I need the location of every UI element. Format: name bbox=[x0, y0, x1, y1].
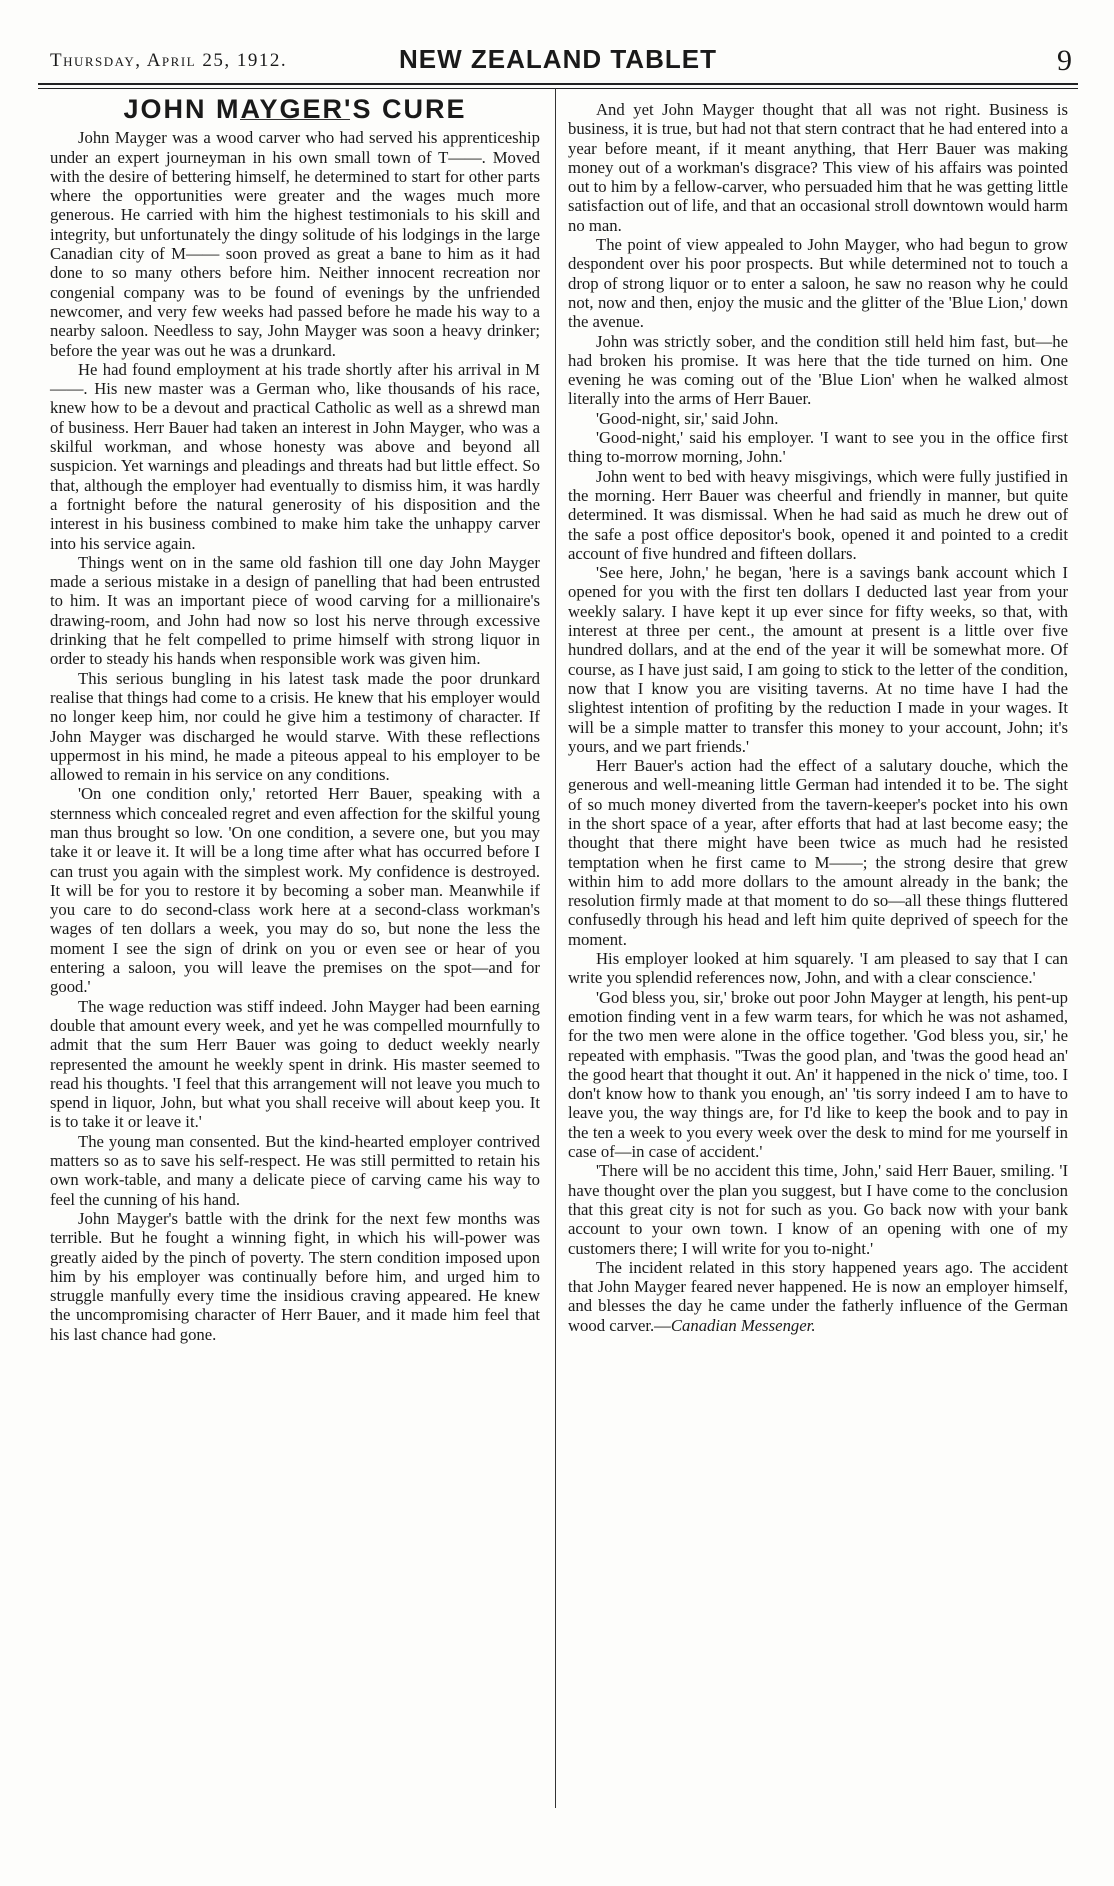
paragraph: 'Good-night, sir,' said John. bbox=[596, 408, 779, 428]
paragraph: John Mayger was a wood carver who had served his apprenticeship under an expert journeyman in his own small town of T——. Moved with the desire of bettering himself, he determined to start for other parts where the opportunities were greater and the wages much more generous. He carried with him the highest testimonials to his skill and integrity, but unfortunately the dingy solitude of his lodgings in the large Canadian city of M—— soon proved as great a bane to him as it had done to so many others before him. Neither innocent recreation nor congenial company was to be found of evenings by the unfriended newcomer, and very few weeks had passed before he made his way to a nearby saloon. Needless to say, John Mayger was soon a heavy drinker; before the year was out he was a drunkard. bbox=[50, 128, 540, 360]
final-paragraph bbox=[568, 1258, 1068, 1335]
masthead-rule bbox=[38, 83, 1078, 85]
article-title: JOHN MAYGER'S CURE bbox=[123, 94, 467, 124]
masthead-rule-thin bbox=[38, 88, 1078, 89]
paragraph: This serious bungling in his latest task made the poor drunkard realise that things had come to a crisis. He knew that his employer would no longer keep him, nor could he give him a testimony of character. If John Mayger was discharged he would starve. With these reflections uppermost in his mind, he made a piteous appeal to his employer to be allowed to remain in his service on any conditions. bbox=[50, 668, 540, 785]
page-number: 9 bbox=[1057, 44, 1072, 77]
paragraph: John was strictly sober, and the condition still held him fast, but—he had broken his promise. It was here that the tide turned on him. One evening he was coming out of the 'Blue Lion' when he walked almost literally into the arms of Herr Bauer. bbox=[568, 331, 1068, 409]
paragraph: 'On one condition only,' retorted Herr Bauer, speaking with a sternness which concealed regret and even affection for the skilful young man thus brought so low. 'On one condition, a severe one, but you may take it or leave it. It will be a long time after what has occurred before I can trust you again with the simplest work. My confidence is destroyed. It will be for you to restore it by becoming a sober man. Meanwhile if you care to do second-class work here at a second-class workman's wages of ten dollars a week, you may do so, but none the less the moment I see the sign of drink on you or even see or hear of you entering a saloon, you will leave the premises on the spot—and for good.' bbox=[50, 784, 540, 997]
paragraph: His employer looked at him squarely. 'I am pleased to say that I can write you splendid references now, John, and with a clear conscience.' bbox=[568, 949, 1068, 988]
paragraph: John Mayger's battle with the drink for the next few months was terrible. But he fought a winning fight, in which his will-power was greatly aided by the pinch of poverty. The stern condition imposed upon him by his employer was continually before him, and urged him to struggle manfully every time the insidious craving appeared. He knew the uncompromising character of Herr Bauer, and it made him feel that his last chance had gone. bbox=[50, 1208, 540, 1344]
left-column bbox=[50, 94, 540, 1344]
paragraph: The point of view appealed to John Mayger, who had begun to grow despondent over his poor prospects. But while determined not to touch a drop of strong liquor or to enter a saloon, he saw no reason why he could not, now and then, enjoy the music and the glitter of the 'Blue Lion,' down the avenue. bbox=[568, 235, 1068, 332]
paragraph: 'Good-night,' said his employer. 'I want to see you in the office first thing to-morrow morning, John.' bbox=[568, 428, 1068, 467]
attribution: Canadian Messenger. bbox=[670, 1315, 816, 1335]
paragraph: 'See here, John,' he began, 'here is a savings bank account which I opened for you with the first ten dollars I deducted last year from your weekly salary. I have kept it up ever since for fifty weeks, so that, with interest at three per cent., the amount at present is a little over five hundred dollars, and at the end of the year it will be somewhat more. Of course, as I have just said, I am going to stick to the letter of the condition, now that I know you are visiting taverns. At no time have I had the slightest intention of profiting by the reduction I made in your wages. It will be a simple matter to transfer this money to your account, John; it's yours, and we part friends.' bbox=[568, 563, 1068, 756]
paragraph: The young man consented. But the kind-hearted employer contrived matters so as to save his self-respect. He was still permitted to retain his own work-table, and many a delicate piece of carving came his way to feel the cunning of his hand. bbox=[50, 1131, 540, 1209]
paragraph: And yet John Mayger thought that all was not right. Business is business, it is true, but had not that stern contract that he had entered into a year before meant, if it meant anything, that Herr Bauer was making money out of a workman's disgrace? This view of his affairs was pointed out to him by a fellow-carver, who persuaded him that he was getting little satisfaction out of life, and that an occasional stroll downtown would harm no man. bbox=[568, 100, 1068, 235]
paragraph: Things went on in the same old fashion till one day John Mayger made a serious mistake in a design of panelling that had been entrusted to him. It was an important piece of wood carving for a millionaire's drawing-room, and John had now so lost his nerve through excessive drinking that he felt compelled to prime himself with strong liquor in order to steady his hands when responsible work was given him. bbox=[50, 552, 540, 669]
issue-date: Thursday, April 25, 1912. bbox=[50, 50, 288, 71]
paragraph: John went to bed with heavy misgivings, which were fully justified in the morning. Herr Bauer was cheerful and friendly in manner, but quite determined. It was dismissal. When he had said as much he drew out of the safe a post office depositor's book, opened it and pointed to a credit account of five hundred and fifteen dollars. bbox=[568, 466, 1068, 563]
right-column bbox=[568, 100, 1068, 1335]
column-divider bbox=[555, 88, 556, 1808]
paragraph: 'God bless you, sir,' broke out poor John Mayger at length, his pent-up emotion finding vent in a few warm tears, for which he was not ashamed, for the two men were alone in the office together. 'God bless you, sir,' he repeated with emphasis. ''Twas the good plan, and 'twas the good head an' the good heart that thought it out. An' it happened in the nick o' time, too. I don't know how to thank you enough, an' 'tis sorry indeed I am to have to leave you, the way things are, for I'd like to keep the book and to pay in the ten a week to you every week over the desk to mind for me yourself in case of—in case of accident.' bbox=[568, 987, 1068, 1162]
publication-title: NEW ZEALAND TABLET bbox=[399, 44, 717, 74]
paragraph: Herr Bauer's action had the effect of a salutary douche, which the generous and well-meaning little German had intended it to be. The sight of so much money diverted from the tavern-keeper's pocket into his own in the short space of a year, after efforts that had at last become easy; the thought that there might have been twice as much had he resisted temptation when he first came to M——; the strong desire that grew within him to add more dollars to the amount already in the bank; the resolution firmly made at that moment to do so—all these things fluttered confusedly through his head and left him quite deprived of speech for the moment. bbox=[568, 756, 1068, 949]
paragraph: He had found employment at his trade shortly after his arrival in M——. His new master was a German who, like thousands of his race, knew how to be a devout and practical Catholic as well as a shrewd man of business. Herr Bauer had taken an interest in John Mayger, who was a skilful workman, and whose honesty was above and beyond all suspicion. Yet warnings and pleadings and threats had but little effect. So that, although the employer had eventually to dismiss him, it was hardly a fortnight before the natural generosity of his disposition and the interest in his business combined to make him take the unhappy carver into his service again. bbox=[50, 359, 540, 553]
final-paragraph-text: The incident related in this story happened years ago. The accident that John Mayger feared never happened. He is now an employer himself, and blesses the day he came under the fatherly influence of the German wood carver.— bbox=[568, 1257, 1068, 1335]
paragraph: The wage reduction was stiff indeed. John Mayger had been earning double that amount every week, and yet he was compelled mournfully to admit that the sum Herr Bauer was going to deduct weekly nearly represented the amount he weekly spent in drink. His master seemed to read his thoughts. 'I feel that this arrangement will not leave you much to spend in liquor, John, but what you shall receive will about keep you. It is to take it or leave it.' bbox=[50, 996, 540, 1132]
masthead bbox=[38, 40, 1078, 80]
paragraph: 'There will be no accident this time, John,' said Herr Bauer, smiling. 'I have thought over the plan you suggest, but I have come to the conclusion that this great city is not for such as you. Go back now with your bank account to your own town. I know of an opening with one of my customers there; I will write for you to-night.' bbox=[568, 1161, 1068, 1258]
